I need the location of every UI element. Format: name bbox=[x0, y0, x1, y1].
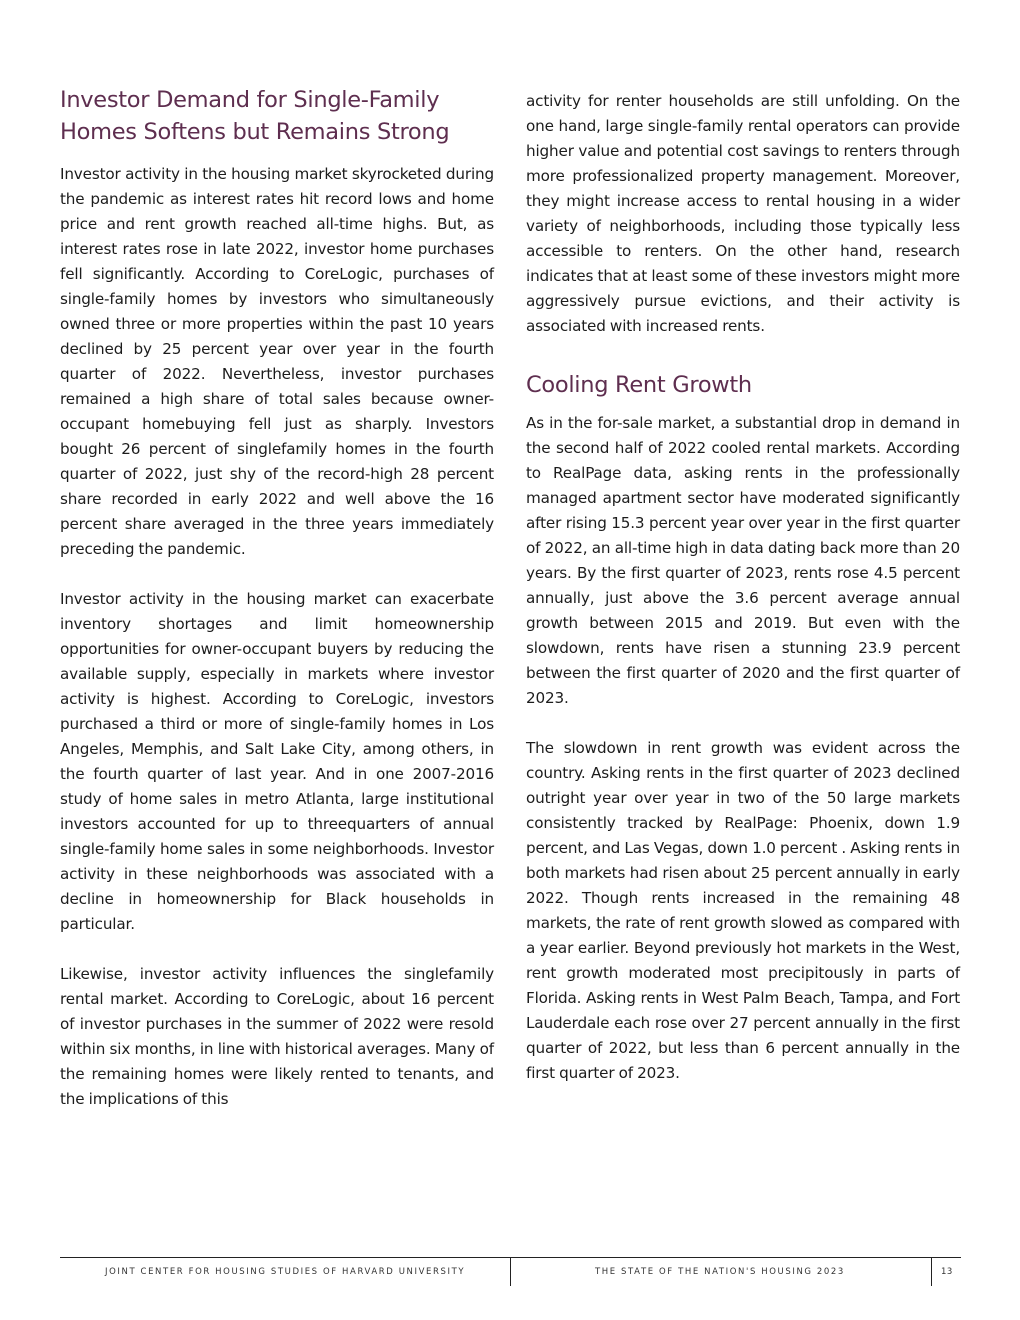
footer-divider bbox=[931, 1258, 932, 1286]
page-footer bbox=[60, 1257, 961, 1286]
body-paragraph: Likewise, investor activity influences the singlefamily rental market. According to CoreLogic, about 16 percent of investor purchases in the summer of 2022 were resold within six months, in line with historical averages. Many of the remaining homes were likely rented to tenants, and the implications of this bbox=[60, 965, 494, 1108]
section-heading-cooling-rent-growth: Cooling Rent Growth bbox=[526, 372, 752, 398]
right-column bbox=[526, 89, 960, 1086]
footer-organization: JOINT CENTER FOR HOUSING STUDIES OF HARVARD UNIVERSITY bbox=[105, 1267, 466, 1277]
body-paragraph: Investor activity in the housing market can exacerbate inventory shortages and limit homeownership opportunities for owner-occupant buyers by reducing the available supply, especially in markets where investor activity is highest. According to CoreLogic, investors purchased a third or more of single-family homes in Los Angeles, Memphis, and Salt Lake City, among others, in the fourth quarter of last year. And in one 2007-2016 study of home sales in metro Atlanta, large institutional investors accounted for up to threequarters of annual single-family home sales in some neighborhoods. Investor activity in these neighborhoods was associated with a decline in homeownership for Black households in particular. bbox=[60, 590, 494, 933]
body-paragraph: As in the for-sale market, a substantial drop in demand in the second half of 2022 cooled rental markets. According to RealPage data, asking rents in the professionally managed apartment sector have moderated significantly after rising 15.3 percent year over year in the first quarter of 2022, an all-time high in data dating back more than 20 years. By the first quarter of 2023, rents rose 4.5 percent annually, just above the 3.6 percent average annual growth between 2015 and 2019. But even with the slowdown, rents have risen a stunning 23.9 percent between the first quarter of 2020 and the first quarter of 2023. bbox=[526, 414, 960, 707]
left-column bbox=[60, 84, 494, 1112]
footer-divider bbox=[510, 1258, 511, 1286]
section-heading-investor-demand: Investor Demand for Single-Family Homes Softens but Remains Strong bbox=[60, 87, 450, 145]
body-paragraph-continuation: activity for renter households are still unfolding. On the one hand, large single-family rental operators can provide higher value and potential cost savings to renters through more professionalized property management. Moreover, they might increase access to rental housing in a wider variety of neighborhoods, including those typically less accessible to renters. On the other hand, research indicates that at least some of these investors might more aggressively pursue evictions, and their activity is associated with increased rents. bbox=[526, 92, 960, 335]
footer-publication-title: THE STATE OF THE NATION'S HOUSING 2023 bbox=[595, 1267, 845, 1277]
body-paragraph: The slowdown in rent growth was evident across the country. Asking rents in the first quarter of 2023 declined outright year over year in two of the 50 large markets consistently tracked by RealPage: Phoenix, down 1.9 percent, and Las Vegas, down 1.0 percent . Asking rents in both markets had risen about 25 percent annually in early 2022. Though rents increased in the remaining 48 markets, the rate of rent growth slowed as compared with a year earlier. Beyond previously hot markets in the West, rent growth moderated most precipitously in parts of Florida. Asking rents in West Palm Beach, Tampa, and Fort Lauderdale each rose over 27 percent annually in the first quarter of 2022, but less than 6 percent annually in the first quarter of 2023. bbox=[526, 739, 960, 1082]
body-paragraph: Investor activity in the housing market skyrocketed during the pandemic as interest rates hit record lows and home price and rent growth reached all-time highs. But, as interest rates rose in late 2022, investor home purchases fell significantly. According to CoreLogic, purchases of single-family homes by investors who simultaneously owned three or more properties within the past 10 years declined by 25 percent year over year in the fourth quarter of 2022. Nevertheless, investor purchases remained a high share of total sales because owner-occupant homebuying fell just as sharply. Investors bought 26 percent of singlefamily homes in the fourth quarter of 2022, just shy of the record-high 28 percent share recorded in early 2022 and well above the 16 percent share averaged in the three years immediately preceding the pandemic. bbox=[60, 165, 494, 558]
page-number: 13 bbox=[941, 1267, 953, 1277]
